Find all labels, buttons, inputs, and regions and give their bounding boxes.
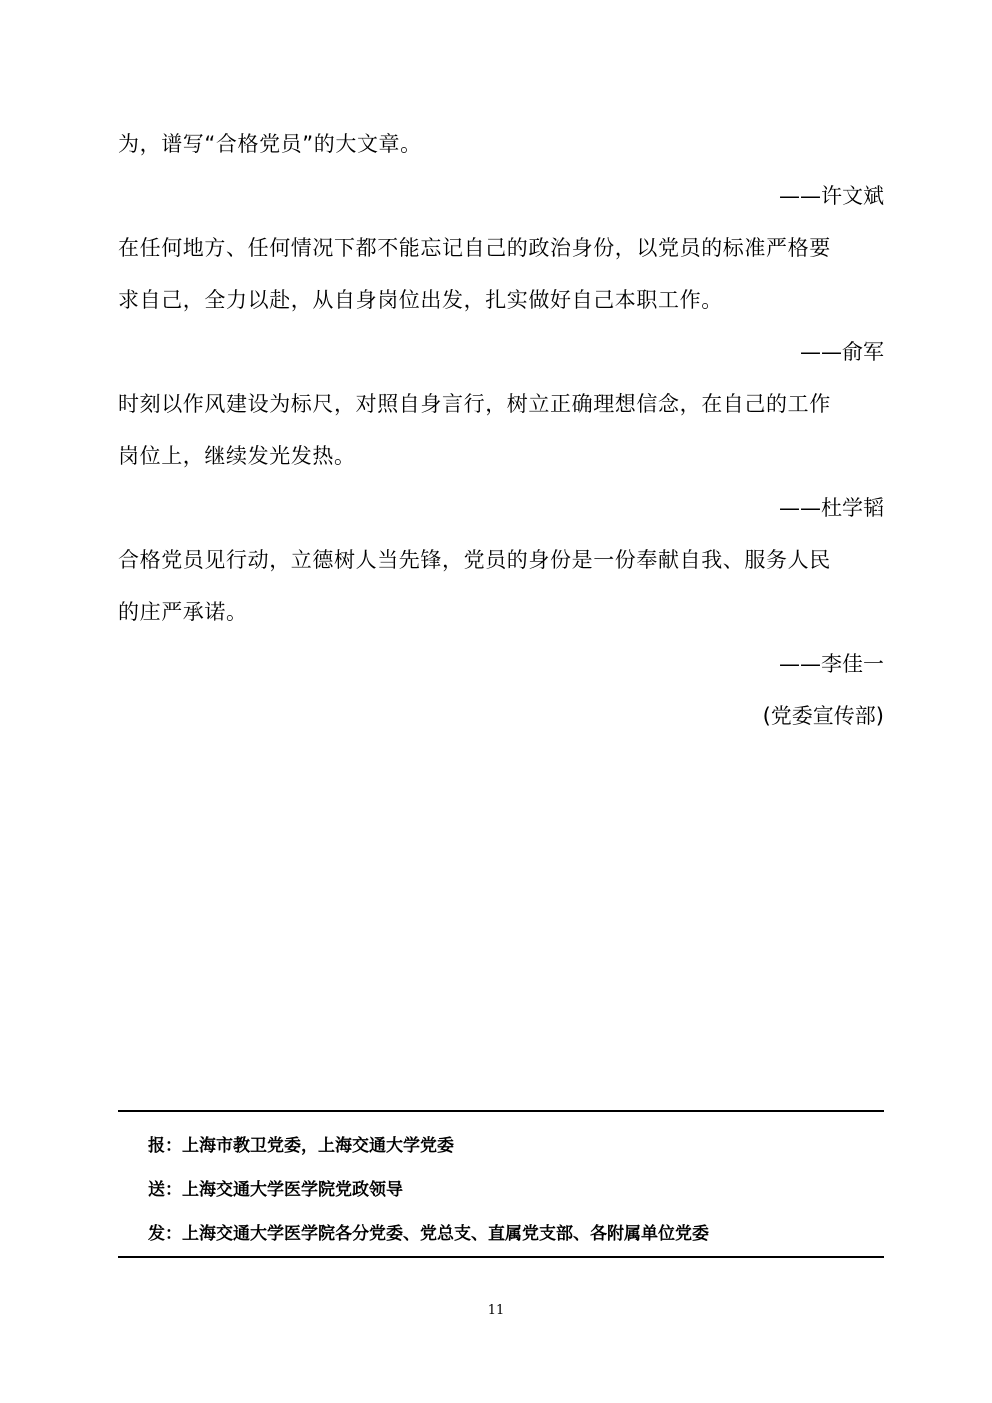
source-department: (党委宣传部) xyxy=(762,704,884,728)
signature: ——许文斌 xyxy=(779,184,884,208)
page-number: 11 xyxy=(487,1303,505,1318)
paragraph-line: 在任何地方、任何情况下都不能忘记自己的政治身份，以党员的标准严格要 xyxy=(118,236,831,260)
document-body xyxy=(118,118,884,742)
signature: ——李佳一 xyxy=(779,652,884,676)
signature: ——杜学韬 xyxy=(779,496,884,520)
paragraph-line: 求自己，全力以赴，从自身岗位出发，扎实做好自己本职工作。 xyxy=(118,288,723,312)
issue-to-line: 发：上海交通大学医学院各分党委、党总支、直属党支部、各附属单位党委 xyxy=(148,1224,709,1244)
send-to-line: 送：上海交通大学医学院党政领导 xyxy=(148,1180,403,1200)
paragraph-line: 为，谱写“合格党员”的大文章。 xyxy=(118,132,422,156)
report-to-line: 报：上海市教卫党委，上海交通大学党委 xyxy=(148,1136,454,1156)
paragraph-line: 时刻以作风建设为标尺，对照自身言行，树立正确理想信念，在自己的工作 xyxy=(118,392,831,416)
signature: ——俞军 xyxy=(800,340,884,364)
paragraph-line: 的庄严承诺。 xyxy=(118,600,248,624)
paragraph-line: 合格党员见行动，立德树人当先锋，党员的身份是一份奉献自我、服务人民 xyxy=(118,548,831,572)
paragraph-line: 岗位上，继续发光发热。 xyxy=(118,444,356,468)
distribution-list xyxy=(118,1110,884,1258)
